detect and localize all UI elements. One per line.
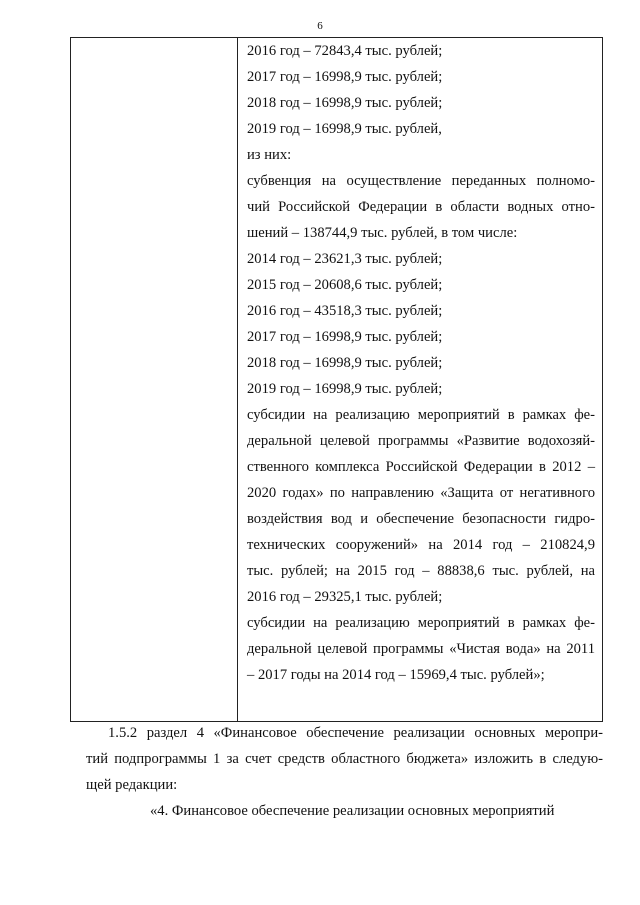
- table-line: 2016 год – 29325,1 тыс. рублей;: [247, 589, 443, 605]
- continued-table: [70, 37, 603, 722]
- table-line: 2016 год – 72843,4 тыс. рублей;: [247, 43, 443, 59]
- table-line: шений – 138744,9 тыс. рублей, в том числе:: [247, 225, 518, 241]
- table-line: чий Российской Федерации в области водных отно-: [247, 199, 595, 215]
- table-line: 2017 год – 16998,9 тыс. рублей;: [247, 329, 443, 345]
- table-line: субвенция на осуществление переданных полномо-: [247, 173, 595, 189]
- table-line: ственного комплекса Российской Федерации в 2012 –: [247, 459, 595, 475]
- table-line: технических сооружений» на 2014 год – 210824,9: [247, 537, 595, 553]
- section-heading: «4. Финансовое обеспечение реализации основных мероприятий: [150, 803, 555, 819]
- column-divider: [237, 38, 238, 721]
- table-line: 2016 год – 43518,3 тыс. рублей;: [247, 303, 443, 319]
- paragraph-line: 1.5.2 раздел 4 «Финансовое обеспечение реализации основных меропри-: [108, 725, 603, 741]
- table-line: 2015 год – 20608,6 тыс. рублей;: [247, 277, 443, 293]
- table-line: – 2017 годы на 2014 год – 15969,4 тыс. рублей»;: [247, 667, 545, 683]
- table-line: 2020 годах» по направлению «Защита от негативного: [247, 485, 595, 501]
- table-line: 2019 год – 16998,9 тыс. рублей;: [247, 381, 443, 397]
- table-line: воздействия вод и обеспечение безопасности гидро-: [247, 511, 595, 527]
- table-line: субсидии на реализацию мероприятий в рамках фе-: [247, 615, 595, 631]
- table-line: 2017 год – 16998,9 тыс. рублей;: [247, 69, 443, 85]
- table-line: 2019 год – 16998,9 тыс. рублей,: [247, 121, 442, 137]
- table-line: субсидии на реализацию мероприятий в рамках фе-: [247, 407, 595, 423]
- paragraph-line: щей редакции:: [86, 777, 178, 793]
- table-line: деральной целевой программы «Чистая вода» на 2011: [247, 641, 595, 657]
- table-right-cell: [247, 38, 595, 688]
- table-line: деральной целевой программы «Развитие водохозяй-: [247, 433, 595, 449]
- table-line: 2018 год – 16998,9 тыс. рублей;: [247, 95, 443, 111]
- table-line: тыс. рублей; на 2015 год – 88838,6 тыс. рублей, на: [247, 563, 595, 579]
- table-line: 2014 год – 23621,3 тыс. рублей;: [247, 251, 443, 267]
- table-line: 2018 год – 16998,9 тыс. рублей;: [247, 355, 443, 371]
- amendment-paragraph: [86, 720, 603, 798]
- table-line: из них:: [247, 147, 292, 163]
- paragraph-line: тий подпрограммы 1 за счет средств областного бюджета» изложить в следую-: [86, 751, 603, 767]
- page-number: 6: [317, 20, 323, 32]
